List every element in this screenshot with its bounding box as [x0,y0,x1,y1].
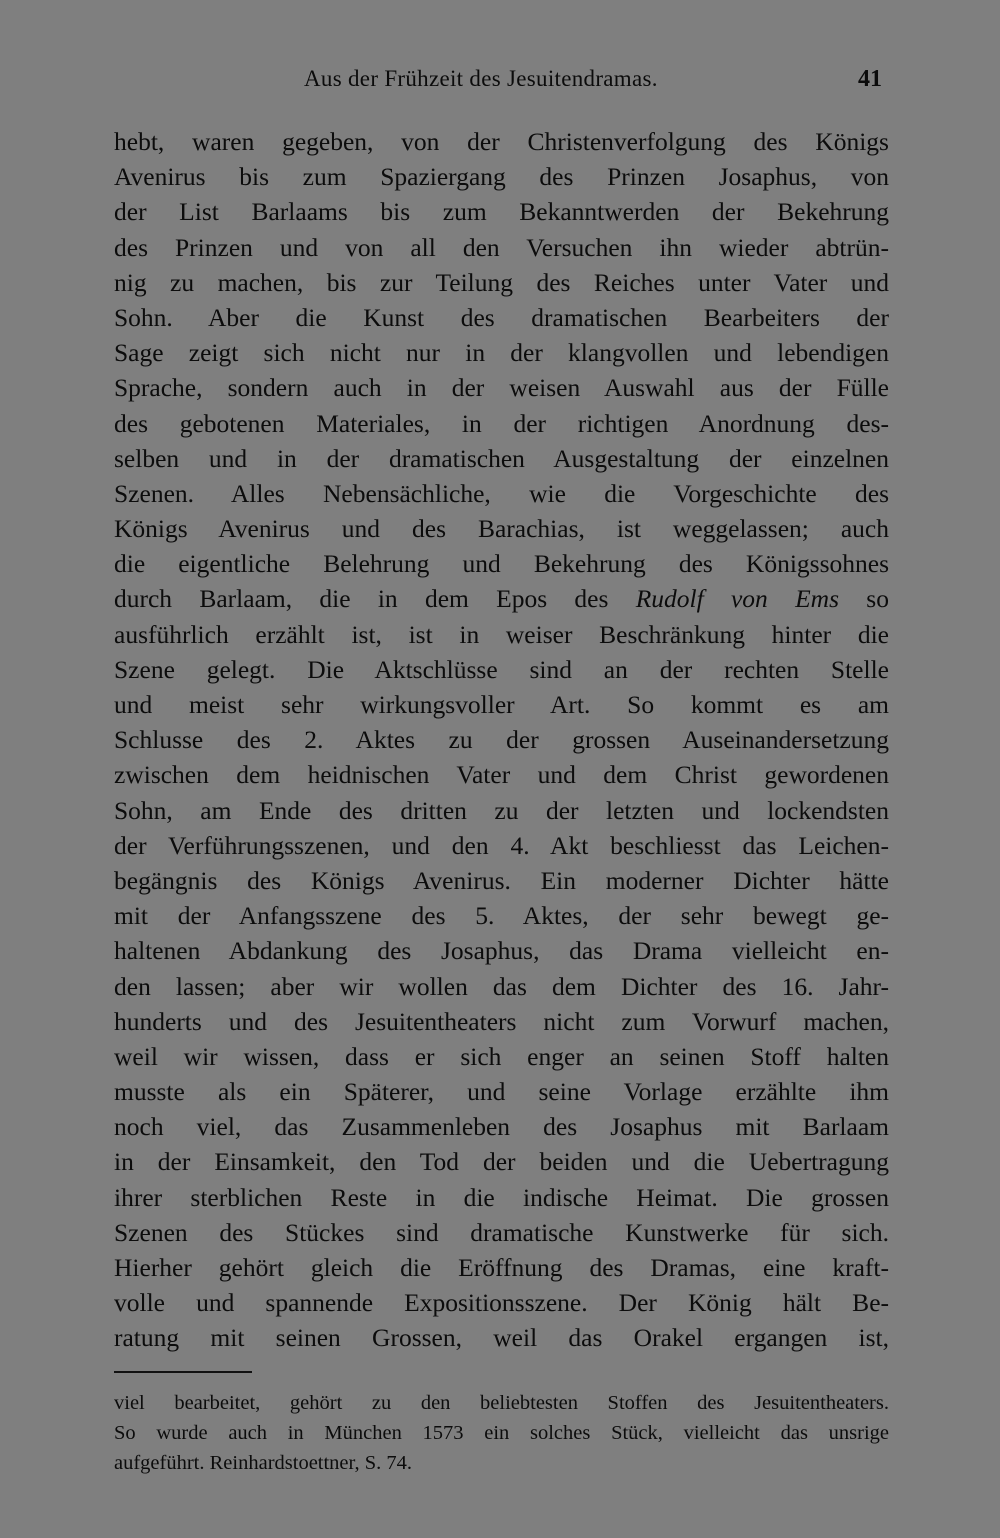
text-line: zwischen dem heidnischen Vater und dem Christ gewordenen [114,760,889,790]
text-line: nig zu machen, bis zur Teilung des Reiches unter Vater und [114,267,889,297]
text-line: musste als ein Späterer, und seine Vorlage erzählte ihm [114,1077,889,1107]
text-line: ausführlich erzählt ist, ist in weiser Beschränkung hinter die [114,619,889,649]
text-line-with-italic [114,581,889,616]
text-line: hebt, waren gegeben, von der Christenverfolgung des Königs [114,127,889,156]
footnote-line: aufgeführt. Reinhardstoettner, S. 74. [114,1452,413,1474]
text-line: Schlusse des 2. Aktes zu der grossen Auseinandersetzung [114,725,889,755]
text-line: mit der Anfangsszene des 5. Aktes, der sehr bewegt ge- [114,901,889,931]
text-line: Sohn. Aber die Kunst des dramatischen Bearbeiters der [114,302,889,332]
text-line: Sage zeigt sich nicht nur in der klangvollen und lebendigen [114,338,889,368]
text-line: der List Barlaams bis zum Bekanntwerden der Bekehrung [114,197,889,227]
italic-author-name: Rudolf von Ems [635,584,840,614]
text-line: in der Einsamkeit, den Tod der beiden und die Uebertragung [114,1147,889,1177]
text-line: Königs Avenirus und des Barachias, ist weggelassen; auch [114,514,889,544]
text-line: Szenen des Stückes sind dramatische Kunstwerke für sich. [114,1217,889,1247]
text-line: die eigentliche Belehrung und Bekehrung des Königssohnes [114,549,889,579]
text-line: noch viel, das Zusammenleben des Josaphus mit Barlaam [114,1112,889,1142]
text-line: der Verführungsszenen, und den 4. Akt beschliesst das Leichen- [114,830,889,860]
footnote-line: viel bearbeitet, gehört zu den beliebtesten Stoffen des Jesuitentheaters. [114,1392,889,1414]
line-tail: so [839,584,889,614]
text-line: und meist sehr wirkungsvoller Art. So kommt es am [114,690,889,719]
text-line: Hierher gehört gleich die Eröffnung des Dramas, eine kraft- [114,1253,889,1282]
page-header [110,66,890,106]
text-line: Szene gelegt. Die Aktschlüsse sind an der rechten Stelle [114,654,889,684]
text-line: Szenen. Alles Nebensächliche, wie die Vorgeschichte des [114,478,889,508]
text-line: ihrer sterblichen Reste in die indische Heimat. Die grossen [114,1182,889,1212]
text-line: ratung mit seinen Grossen, weil das Orakel ergangen ist, [114,1323,889,1353]
footnote-line: So wurde auch in München 1573 ein solches Stück, vielleicht das unsrige [114,1422,889,1444]
text-line: Avenirus bis zum Spaziergang des Prinzen Josaphus, von [114,162,889,192]
line-head: durch Barlaam, die in dem Epos des [114,584,636,614]
text-line: des gebotenen Materiales, in der richtigen Anordnung des- [114,408,889,438]
footnote-divider [114,1371,252,1373]
body-text [114,124,889,1356]
text-line: den lassen; aber wir wollen das dem Dichter des 16. Jahr- [114,971,889,1001]
text-line: selben und in der dramatischen Ausgestaltung der einzelnen [114,443,889,473]
text-line: volle und spannende Expositionsszene. Der König hält Be- [114,1288,889,1318]
page-number: 41 [858,66,882,92]
footnotes [114,1388,889,1478]
text-line: weil wir wissen, dass er sich enger an seinen Stoff halten [114,1041,889,1071]
text-line: des Prinzen und von all den Versuchen ihn wieder abtrün- [114,232,889,262]
running-title: Aus der Frühzeit des Jesuitendramas. [304,66,658,91]
text-line: begängnis des Königs Avenirus. Ein moderner Dichter hätte [114,865,889,895]
text-line: haltenen Abdankung des Josaphus, das Drama vielleicht en- [114,936,889,966]
text-line: Sohn, am Ende des dritten zu der letzten und lockendsten [114,795,889,825]
text-line: Sprache, sondern auch in der weisen Auswahl aus der Fülle [114,373,889,403]
text-line: hunderts und des Jesuitentheaters nicht zum Vorwurf machen, [114,1006,889,1036]
